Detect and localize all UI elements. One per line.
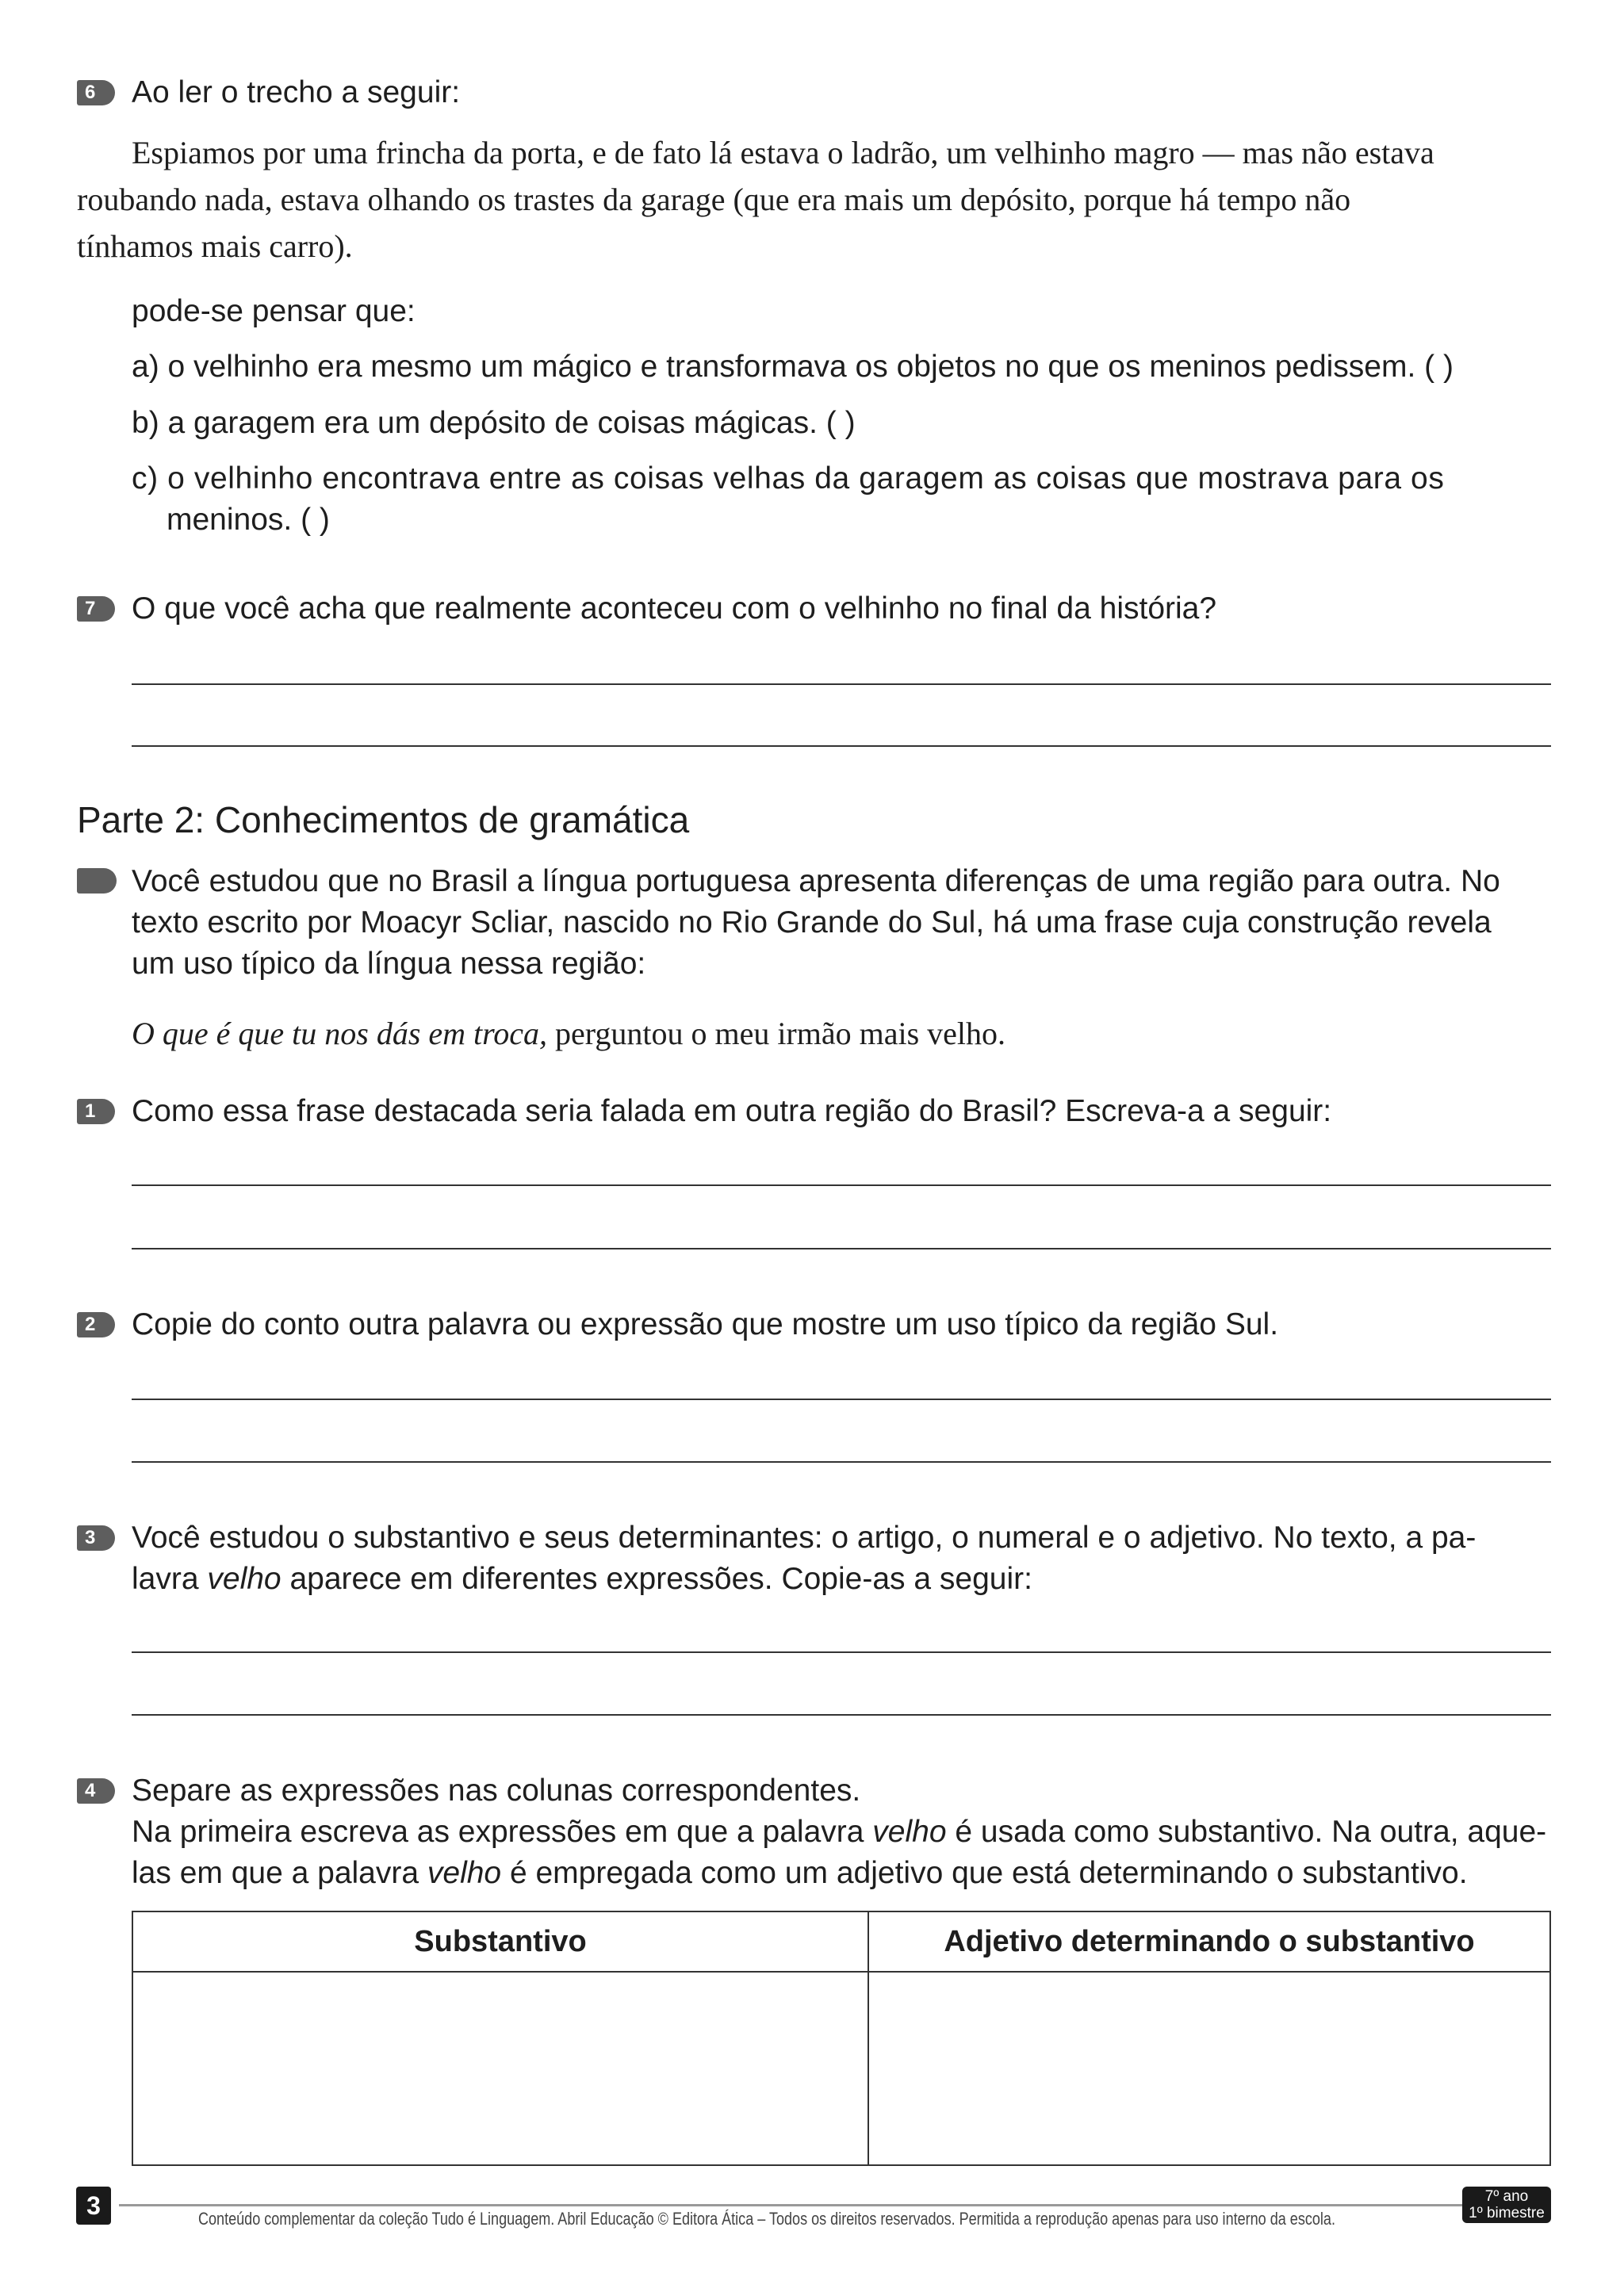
page-number: 3 xyxy=(76,2187,111,2225)
excerpt-line: roubando nada, estava olhando os trastes da garage (que era mais um depósito, porque há tempo não xyxy=(77,182,1351,217)
question-prompt: O que você acha que realmente aconteceu com o velhinho no final da história? xyxy=(132,591,1217,626)
question-prompt-continuation: lavra velho aparece em diferentes expressões. Copie-as a seguir: xyxy=(132,1562,1032,1596)
question-prompt-continuation: Na primeira escreva as expressões em que a palavra velho é usada como substantivo. Na outra, aque- xyxy=(132,1815,1547,1849)
term-label: 1º bimestre xyxy=(1469,2205,1545,2221)
grade-label: 7º ano xyxy=(1484,2188,1529,2205)
intro-line: Você estudou que no Brasil a língua portuguesa apresenta diferenças de uma região para outra. No xyxy=(132,864,1500,898)
option-a: a) o velhinho era mesmo um mágico e transformava os objetos no que os meninos pedissem. ( ) xyxy=(132,350,1454,384)
answer-line[interactable] xyxy=(132,1461,1551,1463)
grade-badge xyxy=(1462,2187,1551,2223)
excerpt-line: tínhamos mais carro). xyxy=(77,228,353,264)
answer-line[interactable] xyxy=(132,1651,1551,1653)
question-prompt: Separe as expressões nas colunas correspondentes. xyxy=(132,1774,861,1808)
intro-line: um uso típico da língua nessa região: xyxy=(132,947,646,981)
answer-line[interactable] xyxy=(132,745,1551,747)
question-number-badge: 2 xyxy=(77,1312,115,1337)
column-header-substantivo: Substantivo xyxy=(132,1911,868,1972)
option-c: c) o velhinho encontrava entre as coisas velhas da garagem as coisas que mostrava para os xyxy=(132,461,1445,496)
excerpt-line: Espiamos por uma frincha da porta, e de fato lá estava o ladrão, um velhinho magro — mas não estava xyxy=(132,135,1434,170)
option-c-continuation: meninos. ( ) xyxy=(167,503,330,537)
question-lead: pode-se pensar que: xyxy=(132,294,416,328)
question-prompt: Como essa frase destacada seria falada em outra região do Brasil? Escreva-a a seguir: xyxy=(132,1094,1332,1128)
answer-line[interactable] xyxy=(132,1184,1551,1186)
question-prompt: Ao ler o trecho a seguir: xyxy=(132,75,461,109)
answer-cell-substantivo[interactable] xyxy=(132,1972,868,2165)
question-number-badge: 6 xyxy=(77,80,115,105)
answer-cell-adjetivo[interactable] xyxy=(868,1972,1550,2165)
question-prompt: Você estudou o substantivo e seus determinantes: o artigo, o numeral e o adjetivo. No texto, a pa- xyxy=(132,1521,1477,1555)
highlighted-phrase: O que é que tu nos dás em troca, xyxy=(132,1016,547,1051)
intro-line: texto escrito por Moacyr Scliar, nascido no Rio Grande do Sul, há uma frase cuja construção revela xyxy=(132,905,1492,939)
option-b: b) a garagem era um depósito de coisas mágicas. ( ) xyxy=(132,406,856,440)
question-number-badge: 1 xyxy=(77,1099,115,1124)
question-number-badge: 3 xyxy=(77,1525,115,1551)
question-number-badge: 4 xyxy=(77,1778,115,1804)
question-prompt-continuation: las em que a palavra velho é empregada como um adjetivo que está determinando o substantivo. xyxy=(132,1856,1468,1890)
classification-table xyxy=(132,1911,1551,2166)
answer-line[interactable] xyxy=(132,1714,1551,1716)
column-header-adjetivo: Adjetivo determinando o substantivo xyxy=(868,1911,1550,1972)
answer-line[interactable] xyxy=(132,1248,1551,1249)
question-prompt: Copie do conto outra palavra ou expressão que mostre um uso típico da região Sul. xyxy=(132,1307,1279,1341)
footer-rule xyxy=(119,2204,1546,2206)
section-heading: Parte 2: Conhecimentos de gramática xyxy=(77,799,690,840)
question-number-badge: 7 xyxy=(77,596,115,622)
answer-line[interactable] xyxy=(132,683,1551,685)
footer-copyright: Conteúdo complementar da coleção Tudo é Linguagem. Abril Educação © Editora Ática – Todos os direitos reservados. Permitida a reprodução apenas para uso interno da escola. xyxy=(198,2209,1335,2229)
quoted-sentence: O que é que tu nos dás em troca, perguntou o meu irmão mais velho. xyxy=(132,1016,1006,1051)
answer-line[interactable] xyxy=(132,1399,1551,1400)
tag-badge xyxy=(77,868,117,894)
